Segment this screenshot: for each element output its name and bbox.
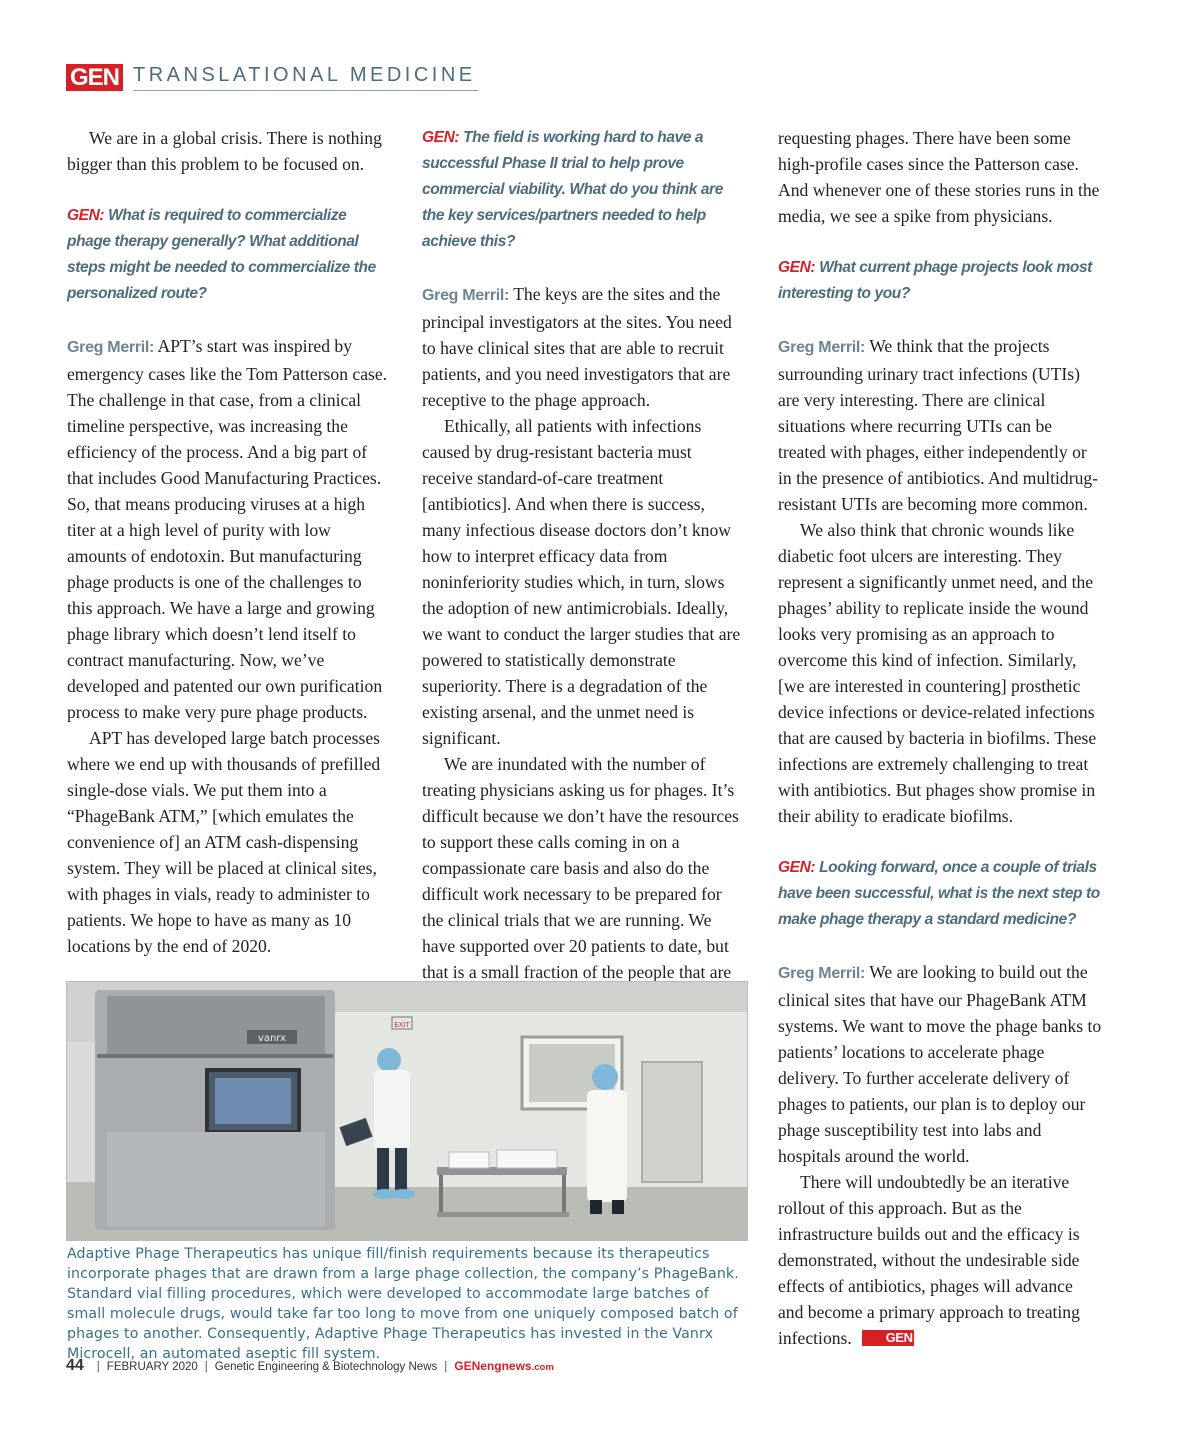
speaker-label: Greg Merril: [67, 339, 155, 356]
gen-tag: GEN: [67, 207, 105, 224]
speaker-label: Greg Merril: [778, 965, 866, 982]
gen-tag: GEN: [778, 859, 816, 876]
question-text: The field is working hard to have a successful Phase II trial to help prove commercial viability. What do you think are the key services/partners needed to help achieve this? [422, 129, 723, 250]
paragraph: We are inundated with the number of treating physicians asking us for phages. It’s difficult because we don’t have the resources to support these calls coming in on a compassionate care basis and also do the difficult work necessary to be prepared for the clinical trials that we are running. We have supported over 20 patients to date, but that is a small fraction of the people that are [422, 754, 739, 982]
question-text: What is required to commercialize phage therapy generally? What additional steps might be needed to commercialize the personalized route? [67, 207, 376, 302]
paragraph: APT has developed large batch processes where we end up with thousands of prefilled single-dose vials. We put them into a “PhageBank ATM,” [which emulates the convenience of] an ATM cash-dispensing system. They will be placed at clinical sites, with phages in vials, ready to administer to patients. We hope to have as many as 10 locations by the end of 2020. [67, 728, 381, 956]
column-2 [422, 125, 746, 985]
page-footer [66, 1357, 554, 1375]
gen-tag: GEN: [778, 259, 816, 276]
answer [422, 281, 746, 413]
exit-sign-text: EXIT [394, 1021, 410, 1029]
divider: | [204, 1361, 208, 1373]
website-link[interactable] [454, 1359, 554, 1373]
paragraph: We are in a global crisis. There is nothing bigger than this problem to be focused on. [67, 128, 382, 174]
machine-brand-text: vanrx [257, 1033, 287, 1044]
publication-name: Genetic Engineering & Biotechnology News [214, 1361, 438, 1373]
issue-date: FEBRUARY 2020 [106, 1361, 198, 1373]
gen-end-mark: GEN [862, 1330, 915, 1346]
question [778, 855, 1102, 933]
photo-caption: Adaptive Phage Therapeutics has unique fill/finish requirements because its therapeutics incorporate phages that are drawn from a large phage collection, the company’s PhageBank. Standard vial filling procedures, which were developed to accommodate large batches of small molecule drugs, would take far too long to move from one uniquely composed batch of phages to another. Consequently, Adaptive Phage Therapeutics has invested in the Vanrx Microcell, an automated aseptic fill system. [67, 1246, 739, 1362]
paragraph: We also think that chronic wounds like diabetic foot ulcers are interesting. They represent a significantly unmet need, and the phages’ ability to replicate inside the wound looks very promising as an approach to overcome this kind of infection. Similarly, [we are interested in countering] prosthetic device infections or device-related infections that are caused by bacteria in biofilms. These infections are extremely challenging to treat with antibiotics. But phages show promise in their ability to eradicate biofilms. [778, 520, 1097, 826]
answer [67, 333, 391, 725]
question-text: What current phage projects look most interesting to you? [778, 259, 1092, 302]
question [67, 203, 391, 307]
question [422, 125, 746, 255]
paragraph-text: There will undoubtedly be an iterative rollout of this approach. But as the infrastructure builds out and the efficacy is demonstrated, without the undesirable side effects of antibiotics, phages will advance and become a primary approach to treating infections. [778, 1172, 1080, 1348]
paragraph: Ethically, all patients with infections caused by drug-resistant bacteria must receive standard-of-care treatment [antibiotics]. And when there is success, many infectious disease doctors don’t know how to interpret efficacy data from noninferiority studies which, in turn, slows the adoption of new antimicrobials. Ideally, we want to conduct the larger studies that are powered to statistically demonstrate superiority. There is a degradation of the existing arsenal, and the unmet need is significant. [422, 416, 741, 748]
section-title: TRANSLATIONAL MEDICINE [133, 64, 478, 91]
gen-tag: GEN: [422, 129, 460, 146]
answer-text: We think that the projects surrounding urinary tract infections (UTIs) are very interesting. There are clinical situations where recurring UTIs can be treated with phages, either independently or in the presence of antibiotics. And multidrug-resistant UTIs are becoming more common. [778, 336, 1099, 514]
answer [778, 333, 1102, 517]
answer-text: We are looking to build out the clinical sites that have our PhageBank ATM systems. We want to move the phage banks to patients’ locations to accelerate phage delivery. To further accelerate delivery of phages to patients, our plan is to deploy our phage susceptibility test into labs and hospitals around the world. [778, 962, 1102, 1166]
question-text: Looking forward, once a couple of trials have been successful, what is the next step to make phage therapy a standard medicine? [778, 859, 1100, 928]
answer-text: The keys are the sites and the principal investigators at the sites. You need to have clinical sites that are able to recruit patients, and you need investigators that are receptive to the phage approach. [422, 284, 732, 410]
divider: | [96, 1361, 100, 1373]
page-number: 44 [66, 1357, 84, 1374]
speaker-label: Greg Merril: [778, 339, 866, 356]
gen-logo: GEN [66, 64, 123, 91]
speaker-label: Greg Merril: [422, 287, 510, 304]
column-3 [778, 125, 1102, 1351]
section-header [66, 64, 478, 91]
website-name[interactable]: GENengnews [454, 1359, 532, 1373]
divider: | [444, 1361, 448, 1373]
answer [778, 959, 1102, 1169]
lab-photo [66, 981, 748, 1241]
column-1 [67, 125, 391, 959]
answer-text: APT’s start was inspired by emergency cases like the Tom Patterson case. The challenge in that case, from a clinical timeline perspective, was increasing the efficiency of the process. And a big part of that includes Good Manufacturing Practices. So, that means producing viruses at a high titer at a high level of purity with low amounts of endotoxin. But manufacturing phage products is one of the challenges to this approach. We have a large and growing phage library which doesn’t lend itself to contract manufacturing. Now, we’ve developed and patented our own purification process to make very pure phage products. [67, 336, 388, 722]
paragraph [778, 1169, 1102, 1351]
question [778, 255, 1102, 307]
website-domain[interactable]: .com [531, 1362, 554, 1373]
lab-photo-illustration [67, 982, 747, 1240]
paragraph: requesting phages. There have been some high-profile cases since the Patterson case. And whenever one of these stories runs in the media, we see a spike from physicians. [778, 128, 1100, 226]
